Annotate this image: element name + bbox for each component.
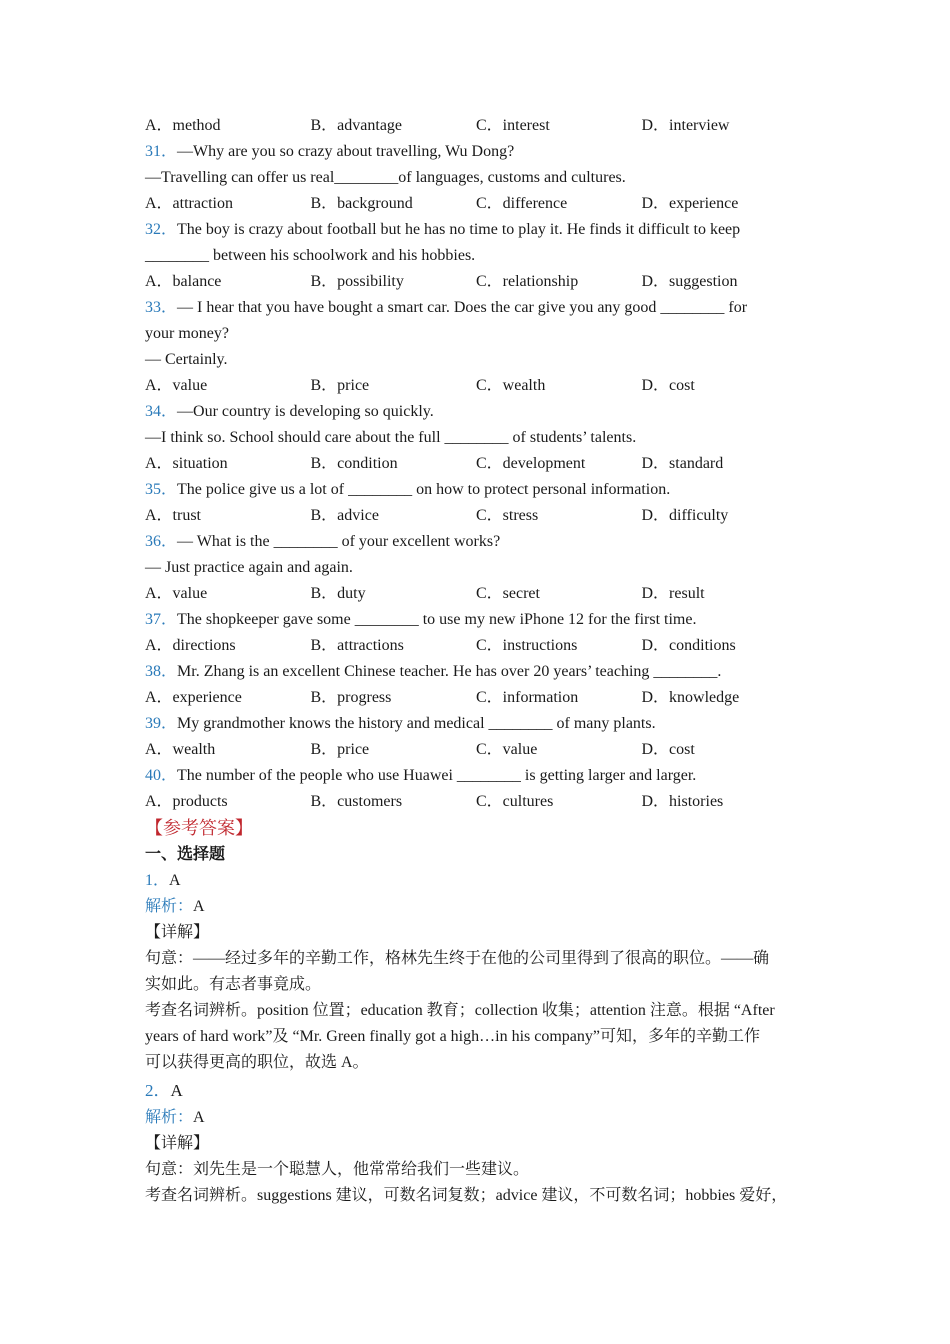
option-c: C．cultures [476,793,554,810]
option-d: D．result [641,585,705,602]
question-stem [145,711,810,737]
option-a: A．products [145,793,228,810]
explanation-line: 考查名词辨析。suggestions 建议，可数名词复数；advice 建议，不可数名词；hobbies 爱好， [145,1187,788,1204]
option-b: B．attractions [310,637,404,654]
question-number: 34． [145,403,178,420]
answer-value: A [169,872,181,889]
option-d: D．standard [641,455,724,472]
option-a: A．experience [145,689,242,706]
option-a: A．attraction [145,195,233,212]
explanation-line: 考查名词辨析。position 位置；education 教育；collection 收集；attention 注意。根据 “After [145,1002,775,1019]
question-line: — Certainly. [145,351,228,368]
question-stem [145,477,810,503]
question-stem [145,399,810,425]
question-stem [145,529,810,555]
question-number: 38． [145,663,178,680]
question-text: The boy is crazy about football but he has no time to play it. He finds it difficult to keep [177,221,741,238]
option-d: D．experience [641,195,739,212]
question-line: —I think so. School should care about the full ________ of students’ talents. [145,429,637,446]
options-row [145,581,810,607]
option-a: A．situation [145,455,228,472]
question-text: My grandmother knows the history and medical ________ of many plants. [177,715,656,732]
option-c: C．stress [476,507,539,524]
option-d: D．histories [641,793,724,810]
exam-page [145,113,810,1209]
options-row [145,191,810,217]
option-b: B．duty [310,585,366,602]
option-c: C．difference [476,195,568,212]
analysis-label: 解析： [145,898,194,915]
options-row [145,373,810,399]
option-b: B．background [310,195,413,212]
option-a: A．wealth [145,741,216,758]
answer-1 [145,868,810,894]
question-text: —Our country is developing so quickly. [177,403,434,420]
explanation-line: 句意：刘先生是一个聪慧人，他常常给我们一些建议。 [145,1161,530,1178]
question-text: — I hear that you have bought a smart car. Does the car give you any good ________ for [177,299,748,316]
question-number: 36． [145,533,178,550]
explanation-line: years of hard work”及 “Mr. Green finally got a high…in his company”可知，多年的辛勤工作 [145,1028,760,1045]
explanation-line: 实如此。有志者事竟成。 [145,976,322,993]
option-a: A．method [145,117,221,134]
option-a: A．value [145,377,208,394]
question-line: your money? [145,325,229,342]
option-b: B．possibility [310,273,404,290]
option-c: C．development [476,455,586,472]
analysis-label: 解析： [145,1109,194,1126]
option-b: B．price [310,377,370,394]
question-text: The number of the people who use Huawei ________ is getting larger and larger. [177,767,697,784]
options-row [145,737,810,763]
option-b: B．condition [310,455,398,472]
question-stem [145,763,810,789]
answer-2 [145,1076,810,1105]
question-line: ________ between his schoolwork and his hobbies. [145,247,476,264]
option-c: C．secret [476,585,540,602]
options-row [145,113,810,139]
section-title: 一、选择题 [145,846,226,863]
detail-heading: 【详解】 [145,1135,210,1152]
options-row [145,269,810,295]
explanation-line: 句意：——经过多年的辛勤工作，格林先生终于在他的公司里得到了很高的职位。——确 [145,950,770,967]
option-a: A．directions [145,637,236,654]
question-number: 33． [145,299,178,316]
question-number: 40． [145,767,178,784]
question-number: 37． [145,611,178,628]
detail-heading: 【详解】 [145,924,210,941]
analysis-value: A [193,898,205,915]
answer-number: 2． [145,1081,171,1100]
option-c: C．value [476,741,538,758]
options-row [145,685,810,711]
answers-heading-text: 【参考答案】 [145,818,253,838]
question-number: 39． [145,715,178,732]
options-row [145,503,810,529]
question-number: 35． [145,481,178,498]
question-stem [145,295,810,321]
option-b: B．price [310,741,370,758]
question-line: — Just practice again and again. [145,559,353,576]
option-a: A．value [145,585,208,602]
option-b: B．customers [310,793,403,810]
analysis-2 [145,1105,810,1131]
option-d: D．cost [641,741,695,758]
question-text: Mr. Zhang is an excellent Chinese teacher. He has over 20 years’ teaching ________. [177,663,722,680]
option-d: D．difficulty [641,507,729,524]
option-c: C．instructions [476,637,578,654]
question-text: The shopkeeper gave some ________ to use my new iPhone 12 for the first time. [177,611,697,628]
answer-number: 1． [145,872,170,889]
question-stem [145,139,810,165]
option-d: D．knowledge [641,689,740,706]
options-row [145,633,810,659]
option-a: A．balance [145,273,222,290]
option-d: D．cost [641,377,695,394]
question-text: — What is the ________ of your excellent works? [177,533,501,550]
option-d: D．conditions [641,637,736,654]
question-text: The police give us a lot of ________ on how to protect personal information. [177,481,671,498]
option-c: C．interest [476,117,550,134]
answer-value: A [170,1081,183,1100]
question-number: 31． [145,143,178,160]
option-c: C．information [476,689,579,706]
question-number: 32． [145,221,178,238]
question-stem [145,607,810,633]
option-c: C．relationship [476,273,579,290]
answers-heading [145,815,810,842]
option-a: A．trust [145,507,202,524]
options-row [145,451,810,477]
option-b: B．advantage [310,117,403,134]
options-row [145,789,810,815]
option-c: C．wealth [476,377,546,394]
explanation-line: 可以获得更高的职位，故选 A。 [145,1054,369,1071]
option-d: D．interview [641,117,730,134]
question-stem [145,217,810,243]
question-text: —Why are you so crazy about travelling, Wu Dong? [177,143,515,160]
question-stem [145,659,810,685]
question-line: —Travelling can offer us real________of languages, customs and cultures. [145,169,626,186]
option-b: B．advice [310,507,379,524]
option-d: D．suggestion [641,273,738,290]
option-b: B．progress [310,689,392,706]
answers-section [145,815,810,1209]
analysis-value: A [193,1109,205,1126]
question-list [145,113,810,815]
analysis-1 [145,894,810,920]
